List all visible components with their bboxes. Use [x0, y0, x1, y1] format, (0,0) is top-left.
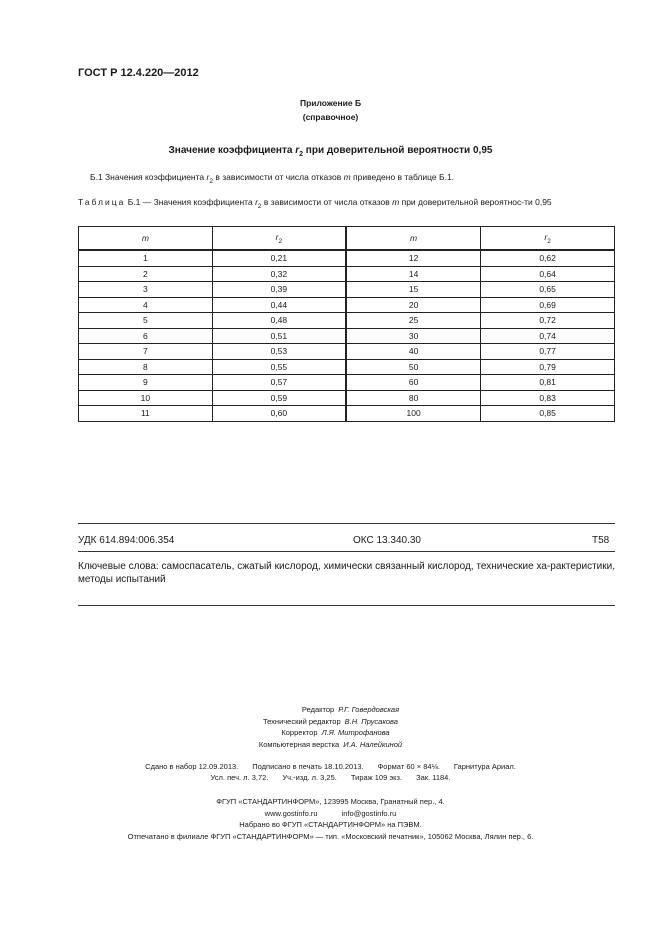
para-text-2: в зависимости от числа отказов: [212, 172, 344, 182]
header-var: m: [410, 233, 418, 243]
caption-text-2: в зависимости от числа отказов: [261, 197, 393, 207]
header-var: r: [275, 231, 279, 242]
caption-var-r: r: [255, 197, 258, 207]
table-row: [79, 359, 615, 375]
table-cell: 2: [79, 266, 213, 282]
print-pub-sheets: Уч.-изд. л. 3,25.: [282, 773, 337, 782]
credit-row: [0, 704, 661, 716]
table-cell: 0,57: [212, 375, 346, 391]
table-body: [79, 250, 615, 421]
credit-role: Редактор: [301, 705, 335, 714]
table-cell: 0,21: [212, 250, 346, 266]
table-cell: 11: [79, 406, 213, 422]
table-cell: 25: [346, 313, 481, 329]
title-text-end: при доверительной вероятности 0,95: [303, 145, 493, 156]
credit-row: [0, 739, 661, 751]
coefficient-table: [78, 226, 615, 422]
table-cell: 6: [79, 328, 213, 344]
table-cell: 8: [79, 359, 213, 375]
table-row: [79, 250, 615, 266]
title-sub: 2: [299, 151, 304, 158]
print-order: Зак. 1184.: [416, 773, 451, 782]
table-cell: 12: [346, 250, 481, 266]
table-cell: 0,51: [212, 328, 346, 344]
table-row: [79, 328, 615, 344]
print-signed: Подписано в печать 18.10.2013.: [252, 762, 364, 771]
caption-text: Б.1 — Значения коэффициента: [125, 197, 256, 207]
table-cell: 100: [346, 406, 481, 422]
table-cell: 10: [79, 390, 213, 406]
appendix-label: Приложение Б: [299, 98, 362, 108]
table-cell: 0,60: [212, 406, 346, 422]
para-sub: 2: [209, 178, 213, 185]
table-row: [79, 344, 615, 360]
table-cell: 40: [346, 344, 481, 360]
header-var: m: [141, 233, 149, 243]
para-var-m: m: [343, 172, 351, 182]
para-text-3: приведено в таблице Б.1.: [350, 172, 455, 182]
table-row: [79, 375, 615, 391]
credit-role: Корректор: [281, 728, 318, 737]
appendix-note: (справочное): [302, 112, 359, 122]
publisher-contacts: [0, 808, 661, 820]
caption-var-m: m: [392, 197, 400, 207]
table-row: [79, 297, 615, 313]
credits-block: [0, 704, 661, 750]
table-cell: 15: [346, 282, 481, 298]
table-cell: 0,53: [212, 344, 346, 360]
caption-word: Таблица: [78, 197, 126, 207]
paragraph-b1: [90, 172, 454, 185]
udk-code: УДК 614.894:006.354: [78, 535, 175, 546]
classification-code: Т58: [592, 535, 610, 546]
divider-top: [78, 523, 615, 524]
table-cell: 0,59: [212, 390, 346, 406]
table-cell: 0,44: [212, 297, 346, 313]
table-cell: 0,55: [212, 359, 346, 375]
print-font: Гарнитура Ариал.: [453, 762, 516, 771]
credit-role: Технический редактор: [263, 716, 341, 726]
caption-text-3: при доверительной вероятнос-ти 0,95: [399, 197, 552, 207]
table-header-row: [79, 227, 615, 251]
print-sheets: Усл. печ. л. 3,72.: [210, 773, 269, 782]
print-info-line-2: [0, 773, 661, 782]
table-row: [79, 390, 615, 406]
credit-person: И.А. Налейкиной: [343, 739, 403, 749]
appendix-heading: [0, 96, 661, 124]
table-cell: 0,65: [481, 282, 615, 298]
para-var-r: r: [206, 172, 210, 182]
table-caption: [78, 196, 618, 213]
table-cell: 1: [79, 250, 213, 266]
table-cell: 0,48: [212, 313, 346, 329]
print-format: Формат 60 × 84⅛.: [377, 762, 440, 771]
oks-code: ОКС 13.340.30: [353, 535, 421, 546]
keywords: Ключевые слова: самоспасатель, сжатый кислород, химически связанный кислород, технические ха-рактеристики, методы испытаний: [78, 561, 615, 585]
publisher-site: www.gostinfo.ru: [264, 808, 318, 818]
table-cell: 0,79: [481, 359, 615, 375]
table-row: [79, 313, 615, 329]
table-cell: 0,62: [481, 250, 615, 266]
table-row: [79, 282, 615, 298]
header-m-1: [79, 227, 213, 251]
table-cell: 7: [79, 344, 213, 360]
table-cell: 5: [79, 313, 213, 329]
table-cell: 0,83: [481, 390, 615, 406]
table-cell: 0,32: [212, 266, 346, 282]
table-cell: 14: [346, 266, 481, 282]
table-cell: 0,72: [481, 313, 615, 329]
table-row: [79, 266, 615, 282]
title-var: r: [295, 145, 300, 156]
header-m-2: [346, 227, 481, 251]
table-cell: 0,69: [481, 297, 615, 313]
publisher-printed: Отпечатано в филиале ФГУП «СТАНДАРТИНФОРМ» — тип. «Московский печатник», 105062 Москва, Лялин пер., 6.: [127, 831, 534, 841]
table-cell: 4: [79, 297, 213, 313]
table-cell: 0,39: [212, 282, 346, 298]
table-cell: 30: [346, 328, 481, 344]
table-cell: 0,85: [481, 406, 615, 422]
credit-person: Р.Г. Говердовская: [338, 705, 400, 714]
divider-bottom: [78, 605, 615, 606]
publisher-block: [0, 796, 661, 842]
header-r2-2: [481, 227, 615, 251]
table-cell: 80: [346, 390, 481, 406]
divider-middle: [78, 551, 615, 552]
table-cell: 9: [79, 375, 213, 391]
credit-person: Л.Я. Митрофанова: [321, 728, 390, 737]
section-title: [0, 145, 661, 158]
table-cell: 60: [346, 375, 481, 391]
table-cell: 0,81: [481, 375, 615, 391]
publisher-email: info@gostinfo.ru: [341, 808, 397, 818]
para-text: Б.1 Значения коэффициента: [90, 172, 207, 182]
header-sub: 2: [278, 237, 283, 245]
table-cell: 0,77: [481, 344, 615, 360]
table-row: [79, 406, 615, 422]
header-var: r: [544, 231, 548, 242]
credit-role: Компьютерная верстка: [258, 739, 340, 749]
table-cell: 0,64: [481, 266, 615, 282]
credit-row: [0, 716, 661, 728]
publisher-typeset: Набрано во ФГУП «СТАНДАРТИНФОРМ» на ПЭВМ.: [239, 820, 422, 829]
print-copies: Тираж 109 экз.: [350, 773, 403, 782]
print-sent: Сдано в набор 12.09.2013.: [145, 762, 239, 771]
table-cell: 50: [346, 359, 481, 375]
table-cell: 20: [346, 297, 481, 313]
credit-person: В.Н. Прусакова: [344, 716, 398, 726]
publisher-address: ФГУП «СТАНДАРТИНФОРМ», 123995 Москва, Гранатный пер., 4.: [216, 797, 445, 806]
table-cell: 3: [79, 282, 213, 298]
document-code: ГОСТ Р 12.4.220—2012: [78, 67, 199, 79]
header-r2-1: [212, 227, 346, 251]
table-cell: 0,74: [481, 328, 615, 344]
title-text: Значение коэффициента: [168, 145, 296, 156]
credit-row: [0, 727, 661, 739]
print-info-line-1: [0, 762, 661, 771]
header-sub: 2: [547, 237, 551, 245]
caption-sub: 2: [257, 203, 262, 210]
